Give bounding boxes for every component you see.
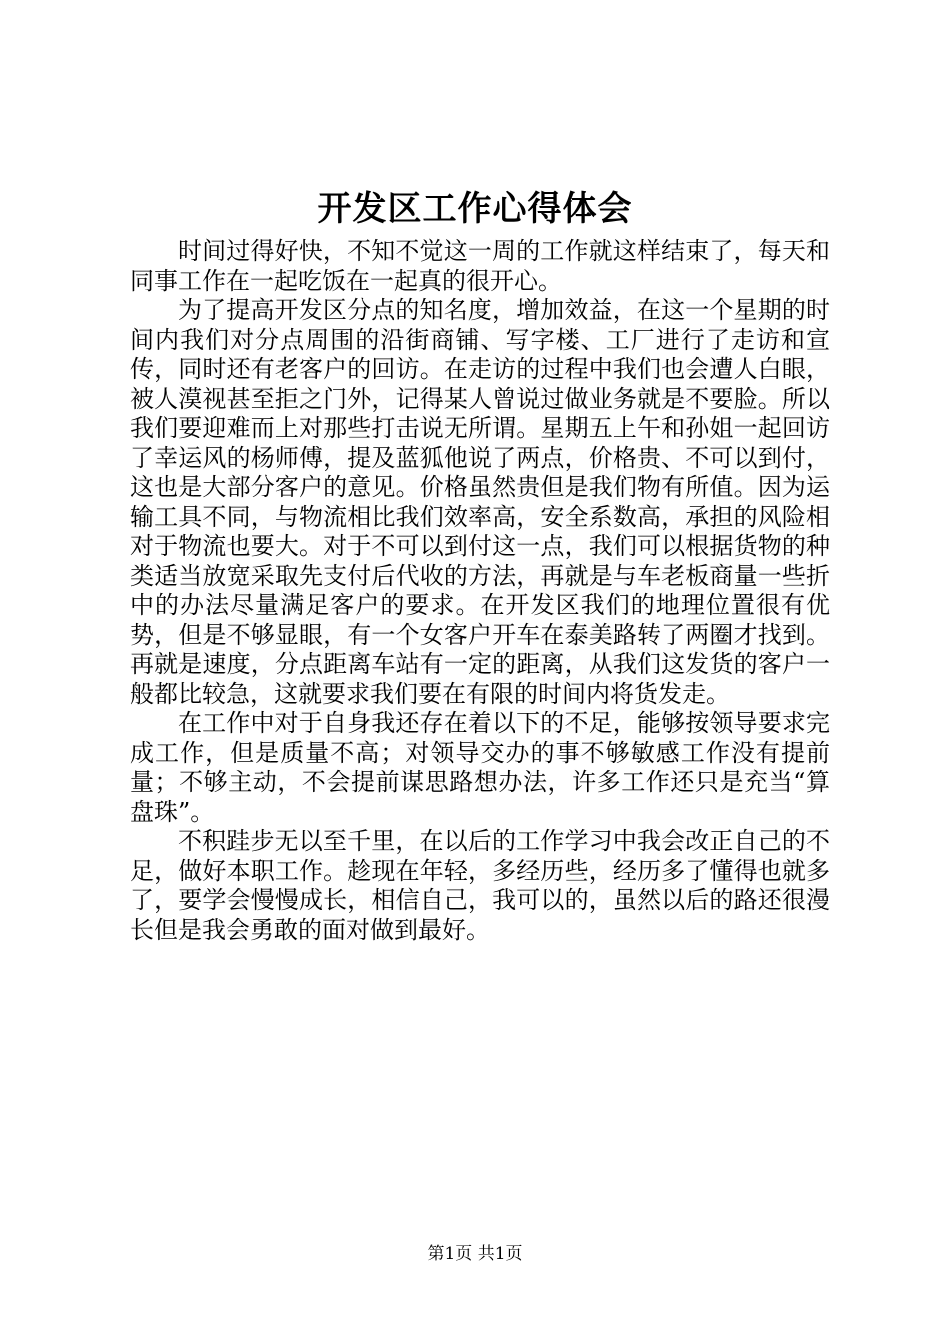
paragraph-2: 为了提高开发区分点的知名度，增加效益，在这一个星期的时间内我们对分点周围的沿街商铺、写字楼、工厂进行了走访和宣传，同时还有老客户的回访。在走访的过程中我们也会遭人白眼，被人漠视甚至拒之门外，记得某人曾说过做业务就是不要脸。所以我们要迎难而上对那些打击说无所谓。星期五上午和孙姐一起回访了幸运风的杨师傅，提及蓝狐他说了两点，价格贵、不可以到付，这也是大部分客户的意见。价格虽然贵但是我们物有所值。因为运输工具不同，与物流相比我们效率高，安全系数高，承担的风险相对于物流也要大。对于不可以到付这一点，我们可以根据货物的种类适当放宽采取先支付后代收的方法，再就是与车老板商量一些折中的办法尽量满足客户的要求。在开发区我们的地理位置很有优势，但是不够显眼，有一个女客户开车在泰美路转了两圈才找到。再就是速度，分点距离车站有一定的距离，从我们这发货的客户一般都比较急，这就要求我们要在有限的时间内将货发走。	[130, 296, 830, 708]
page-number-footer: 第1页 共1页	[427, 1244, 523, 1264]
paragraph-3: 在工作中对于自身我还存在着以下的不足，能够按领导要求完成工作，但是质量不高；对领导交办的事不够敏感工作没有提前量；不够主动，不会提前谋思路想办法，许多工作还只是充当“算盘珠”。	[130, 709, 830, 826]
document-body	[130, 237, 830, 945]
paragraph-1: 时间过得好快，不知不觉这一周的工作就这样结束了，每天和同事工作在一起吃饭在一起真的很开心。	[130, 237, 830, 295]
paragraph-4: 不积跬步无以至千里，在以后的工作学习中我会改正自己的不足，做好本职工作。趁现在年轻，多经历些，经历多了懂得也就多了，要学会慢慢成长，相信自己，我可以的，虽然以后的路还很漫长但是我会勇敢的面对做到最好。	[130, 827, 830, 944]
document-title: 开发区工作心得体会	[317, 189, 633, 229]
